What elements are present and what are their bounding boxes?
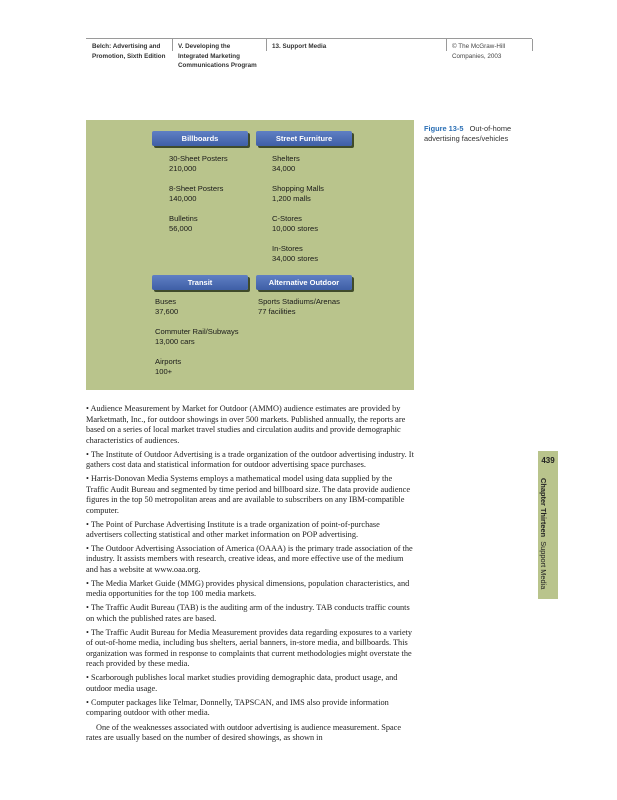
street-furniture-entry: Shopping Malls 1,200 malls xyxy=(272,184,324,203)
header-chapter: 13. Support Media xyxy=(272,43,327,50)
billboard-entry: 30-Sheet Posters 210,000 xyxy=(169,154,228,173)
alternative-outdoor-entry: Sports Stadiums/Arenas 77 facilities xyxy=(258,297,340,316)
street-furniture-entry: In-Stores 34,000 stores xyxy=(272,244,319,263)
figure-number: Figure 13-5 xyxy=(424,124,464,133)
bullet-item: • The Traffic Audit Bureau for Media Measurement provides data regarding exposures to a variety of out-of-home media, including bus shelters, aerial banners, in-store media, and billboards. This organization was formed in response to complaints that current methodologies might overstate the reach provided by these media. xyxy=(86,627,413,669)
transit-label: Transit xyxy=(152,275,248,290)
transit-entry: Commuter Rail/Subways 13,000 cars xyxy=(155,327,239,346)
bullet-item: • The Media Market Guide (MMG) provides physical dimensions, population characteristics, and media opportunities for the top 100 media markets. xyxy=(86,578,410,599)
bullet-item: • Computer packages like Telmar, Donnelly, TAPSCAN, and IMS also provide information comparing outdoor with other media. xyxy=(86,697,389,718)
street-furniture-entry: C-Stores 10,000 stores xyxy=(272,214,319,233)
alternative-outdoor-label: Alternative Outdoor xyxy=(256,275,352,290)
figure-panel xyxy=(86,120,414,390)
bullet-item: • Harris-Donovan Media Systems employs a mathematical model using data supplied by the Traffic Audit Bureau and segmented by time period and billboard size. The data provide audience figures in the top 50 metropolitan areas and are available to subscribers on any IBM-compatible computer. xyxy=(86,473,411,515)
chapter-tab-label xyxy=(539,478,548,589)
figure-caption xyxy=(424,124,544,144)
header-divider xyxy=(266,39,267,51)
bullet-item: • The Traffic Audit Bureau (TAB) is the auditing arm of the industry. TAB conducts traffic counts on which the published rates are based. xyxy=(86,603,410,623)
street-furniture-entry: Shelters 34,000 xyxy=(272,154,300,173)
header-divider xyxy=(532,39,533,51)
street-furniture-label: Street Furniture xyxy=(256,131,352,146)
bullet-item: • Audience Measurement by Market for Outdoor (AMMO) audience estimates are provided by Marketmath, Inc., for outdoor showings in over 500 markets. Published annually, the reports are based on a series of local market travel studies and circulation audits and provide demographic characteristics of audiences. xyxy=(86,404,406,445)
billboard-entry: 8-Sheet Posters 140,000 xyxy=(169,184,224,203)
header-copyright: © The McGraw-Hill Companies, 2003 xyxy=(452,43,506,60)
header-rule xyxy=(86,38,532,39)
billboards-label: Billboards xyxy=(152,131,248,146)
figure-caption-text: Out-of-home advertising faces/vehicles xyxy=(424,124,512,143)
billboard-entry: Bulletins 56,000 xyxy=(169,214,198,233)
bullet-item: • The Institute of Outdoor Advertising is a trade organization of the outdoor advertising industry. It gathers cost data and statistical information for outdoor advertising space purchases. xyxy=(86,449,414,470)
bullet-item: • The Outdoor Advertising Association of America (OAAA) is the primary trade association of the industry. It assists members with research, creative ideas, and more effective use of the medium and has a website at www.oaa.org. xyxy=(86,543,413,575)
header-divider xyxy=(172,39,173,51)
chapter-name: Chapter Thirteen xyxy=(539,478,548,538)
header-book-title: Belch: Advertising and Promotion, Sixth Edition xyxy=(92,43,166,60)
transit-entry: Airports 100+ xyxy=(155,357,182,376)
body-paragraph: One of the weaknesses associated with outdoor advertising is audience measurement. Space rates are usually based on the number of desired showings, as shown in xyxy=(86,722,402,743)
transit-entry: Buses 37,600 xyxy=(155,297,179,316)
bullet-item: • The Point of Purchase Advertising Institute is a trade organization of point-of-purchase advertisers collecting statistical and other market information on POP advertising. xyxy=(86,519,380,540)
bullet-item: • Scarborough publishes local market studies providing demographic data, product usage, and outdoor media usage. xyxy=(86,673,398,693)
page-number: 439 xyxy=(541,456,555,465)
header-part: V. Developing the Integrated Marketing Communications Program xyxy=(178,43,257,69)
section-name: Support Media xyxy=(539,541,548,590)
body-text xyxy=(86,404,416,744)
header-divider xyxy=(446,39,447,51)
